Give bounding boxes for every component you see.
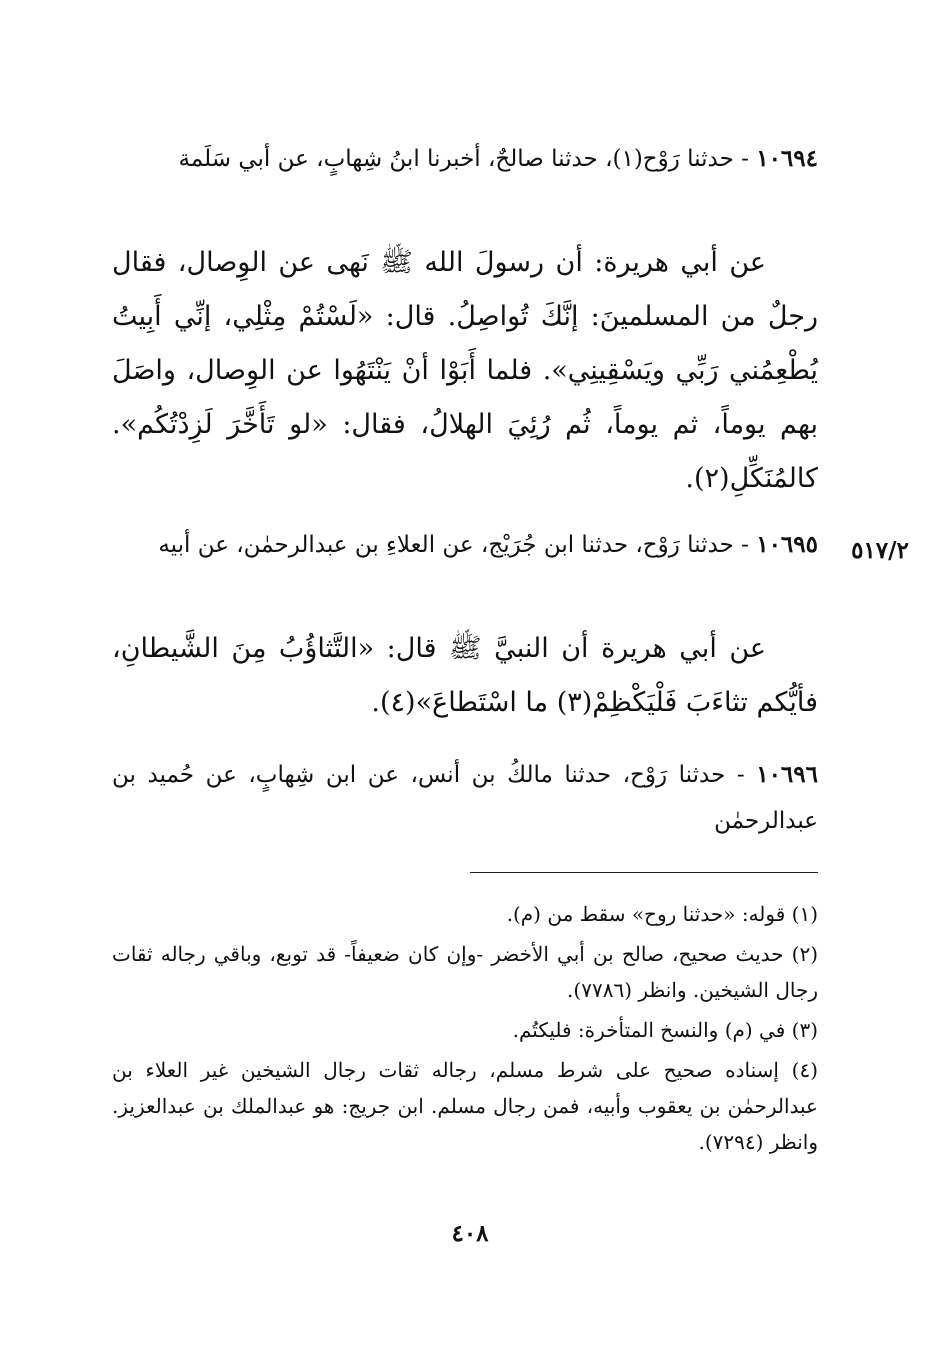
footnotes — [112, 896, 818, 1164]
page-number: ٤٠٨ — [451, 1220, 489, 1247]
footnote-4: (٤) إسناده صحيح على شرط مسلم، رجاله ثقات رجال الشيخين غير العلاء بن عبدالرحمٰن بن يعقوب وأبيه، فمن رجال مسلم. ابن جريج: هو عبدالملك بن عبدالعزيز. وانظر (٧٢٩٤). — [112, 1058, 818, 1154]
hadith-number: ١٠٦٩٦ — [756, 761, 818, 788]
hadith-number: ١٠٦٩٤ — [756, 145, 818, 172]
footnote-2: (٢) حديث صحيح، صالح بن أبي الأخضر -وإن كان ضعيفاً- قد توبع، وباقي رجاله ثقات رجال الشيخين. وانظر (٧٧٨٦). — [112, 942, 818, 1002]
hadith-number: ١٠٦٩٥ — [756, 531, 818, 558]
footnote-3: (٣) في (م) والنسخ المتأخرة: فليكتُم. — [512, 1018, 818, 1042]
hadith-isnad-10695 — [112, 522, 818, 568]
hadith-isnad-10696 — [112, 752, 818, 844]
hadith-isnad-10694 — [112, 136, 818, 182]
hadith-matn-10695 — [112, 622, 818, 730]
hadith-matn-10694 — [112, 236, 818, 506]
footnote-separator — [470, 872, 818, 873]
margin-volume-page-ref: ٥١٧/٢ — [851, 537, 909, 564]
matn-text: عن أبي هريرة: أن رسولَ الله ﷺ نَهى عن الوِصال، فقال رجلٌ من المسلمينَ: إنَّكَ تُواصِلُ. قال: «لَسْتُمْ مِثْلِي، إنِّي أَبِيتُ يُطْعِمُني رَبِّي ويَسْقِينِي». فلما أَبَوْا أنْ يَنْتَهُوا عن الوِصال، واصَلَ بهم يوماً، ثم يوماً، ثُم رُئِيَ الهلالُ، فقال: «لو تَأَخَّرَ لَزِدْتُكُم». كالمُنَكِّلِ(٢). — [112, 247, 818, 494]
isnad-text: - حدثنا رَوْح، حدثنا مالكُ بن أنس، عن ابن شِهابٍ، عن حُميد بن عبدالرحمٰن — [112, 762, 818, 834]
matn-text: عن أبي هريرة أن النبيَّ ﷺ قال: «التَّثاؤُبُ مِنَ الشَّيطانِ، فأيُّكم تثاءَبَ فَلْيَكْظِمْ(٣) ما اسْتَطاعَ»(٤). — [112, 633, 818, 718]
footnote-1: (١) قوله: «حدثنا روح» سقط من (م). — [506, 902, 818, 926]
isnad-text: - حدثنا رَوْح(١)، حدثنا صالحٌ، أخبرنا ابنُ شِهابٍ، عن أبي سَلَمة — [178, 146, 757, 172]
isnad-text: - حدثنا رَوْح، حدثنا ابن جُرَيْج، عن العلاءِ بن عبدالرحمٰن، عن أبيه — [158, 532, 757, 558]
